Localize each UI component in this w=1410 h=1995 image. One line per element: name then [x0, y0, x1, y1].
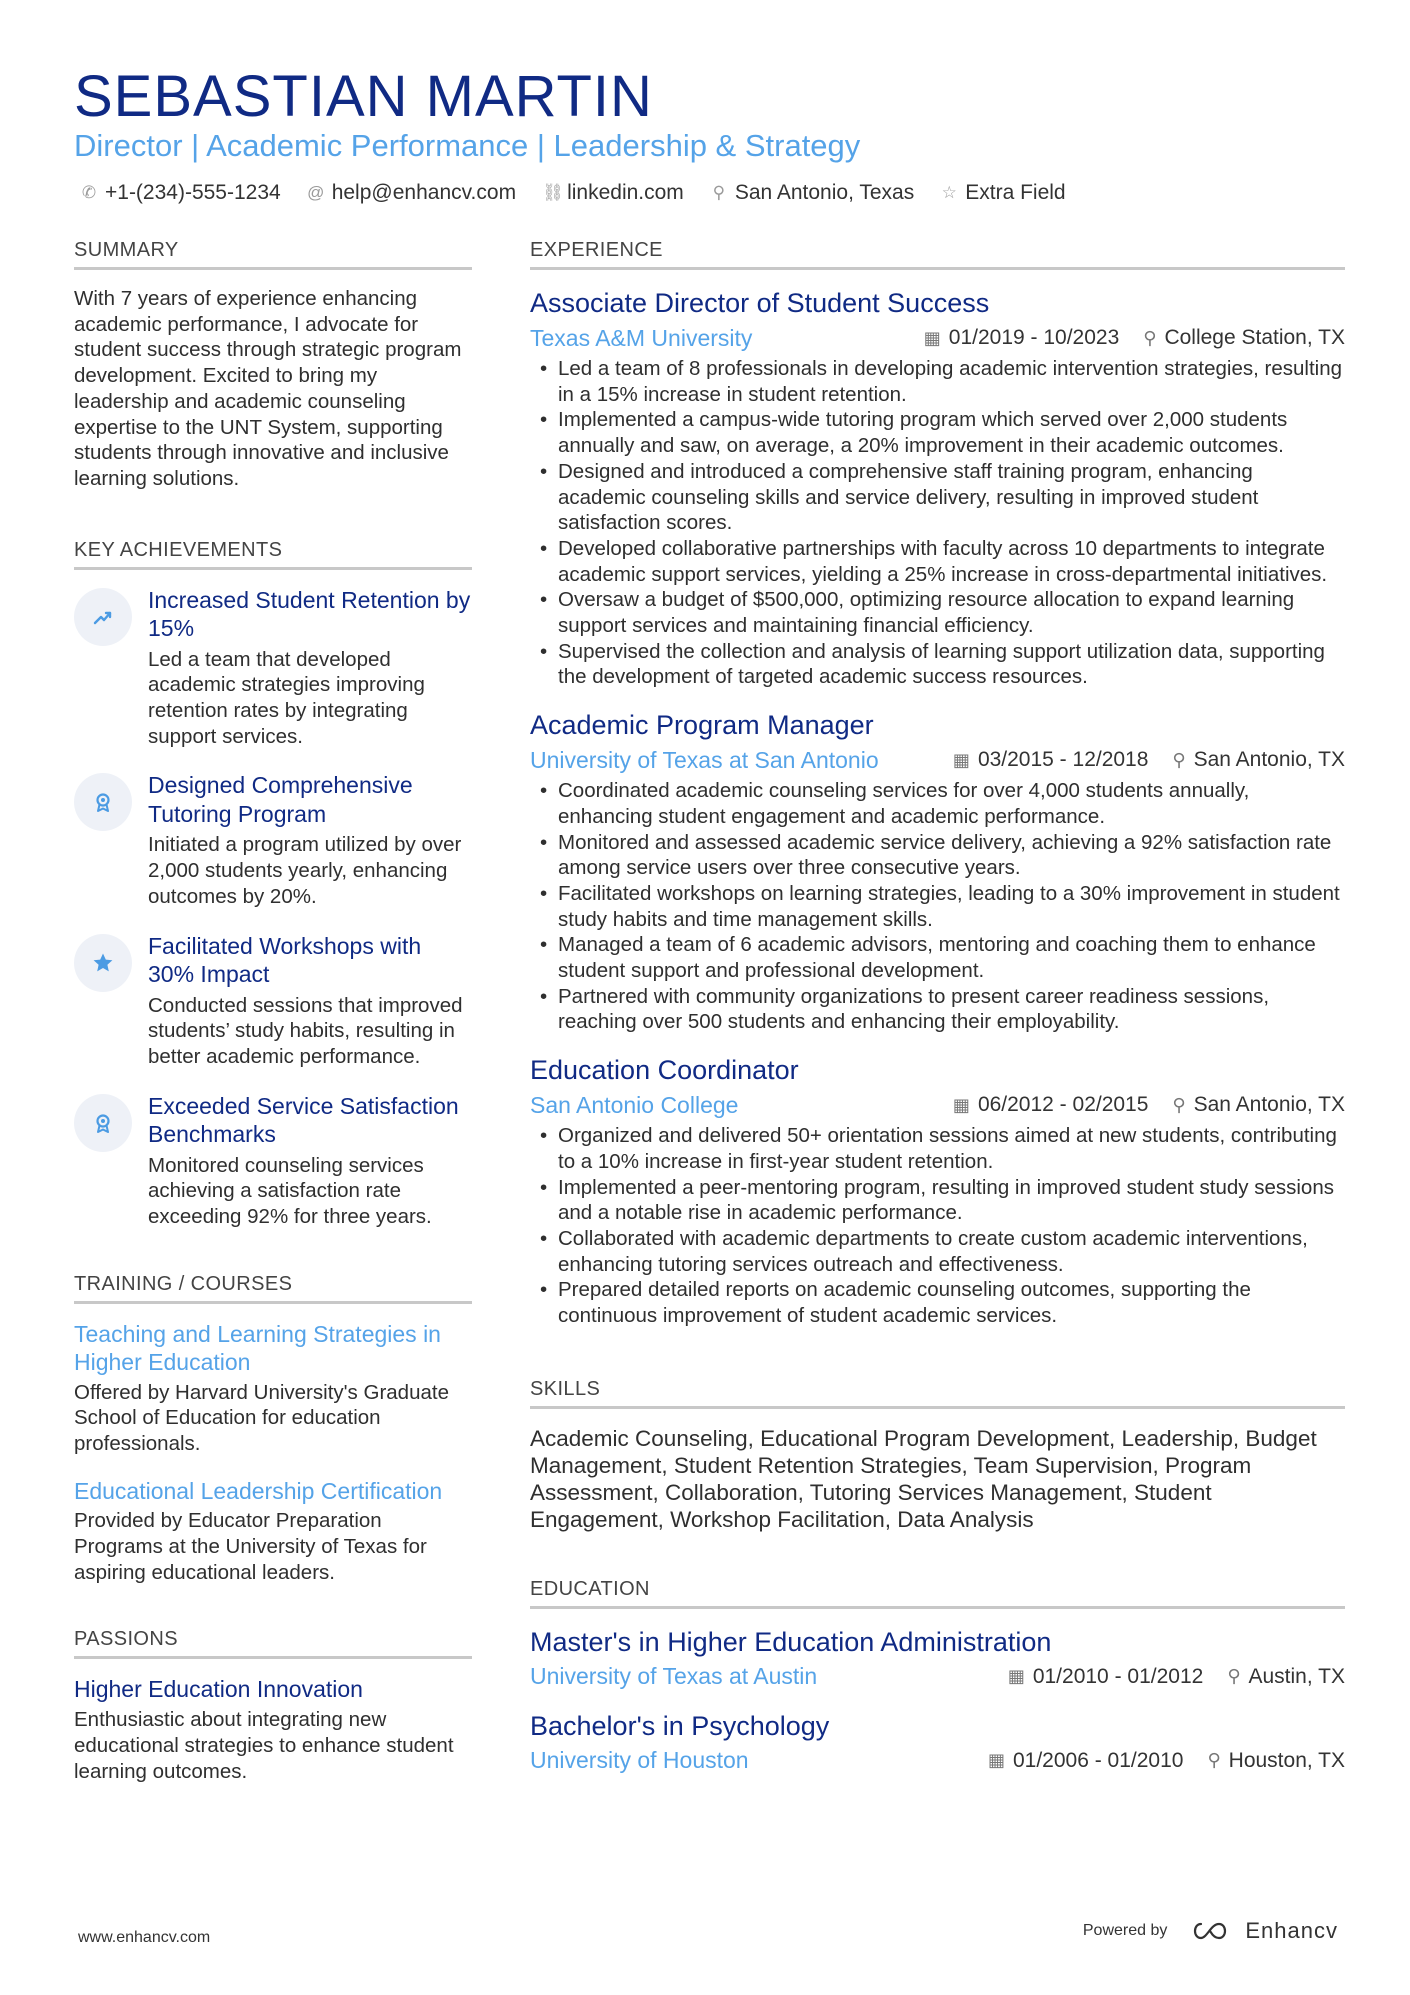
- course-desc: Offered by Harvard University's Graduate School of Education for education professionals.: [74, 1380, 449, 1456]
- achievement-item: [74, 1092, 472, 1230]
- course-item: [74, 1477, 472, 1586]
- course-desc: Provided by Educator Preparation Programs at the University of Texas for aspiring educational leaders.: [74, 1509, 427, 1584]
- course-item: [74, 1320, 472, 1457]
- job-title: Education Coordinator: [530, 1055, 799, 1086]
- brand-name: Enhancv: [1245, 1918, 1338, 1943]
- calendar-icon: ▦: [952, 749, 970, 770]
- location-icon: ⚲: [1207, 1750, 1221, 1771]
- achievement-desc: Monitored counseling services achieving a satisfaction rate exceeding 92% for three years.: [148, 1153, 432, 1229]
- achievement-title: Exceeded Service Satisfaction Benchmarks: [148, 1092, 459, 1148]
- job-title: Associate Director of Student Success: [530, 288, 990, 318]
- school-name: University of Houston: [530, 1747, 749, 1774]
- passion-desc: Enthusiastic about integrating new educational strategies to enhance student learning outcomes.: [74, 1708, 454, 1783]
- education-dates: 01/2010 - 01/2012: [1032, 1664, 1204, 1688]
- summary-text: With 7 years of experience enhancing academic performance, I advocate for student success through strategic program development. Excited to bring my leadership and academic counseling expertise to the UNT System, supporting students through innovative and inclusive learning solutions.: [74, 287, 462, 490]
- chart-arrow-icon: [74, 588, 132, 646]
- job-location: College Station, TX: [1164, 326, 1345, 349]
- job-company: Texas A&M University: [530, 324, 753, 351]
- job-bullet: • Coordinated academic counseling services for over 4,000 students annually, enhancing student engagement and academic performance.: [530, 778, 1345, 829]
- contact-linkedin-text: linkedin.com: [567, 181, 684, 204]
- education-heading: EDUCATION: [530, 1575, 1345, 1609]
- passions-heading: PASSIONS: [74, 1625, 472, 1659]
- contact-extra-text: Extra Field: [965, 181, 1066, 204]
- job-bullet: • Led a team of 8 professionals in developing academic intervention strategies, resulting in a 15% increase in student retention.: [530, 356, 1345, 407]
- link-icon: ⛓: [542, 183, 564, 202]
- job-bullet: • Organized and delivered 50+ orientation sessions aimed at new students, contributing to a 10% increase in first-year student retention.: [530, 1123, 1345, 1174]
- job-bullets: [530, 1123, 1345, 1329]
- education-item: [530, 1625, 1345, 1695]
- experience-section: [530, 236, 1345, 1329]
- candidate-tagline: Director | Academic Performance | Leadership & Strategy: [74, 128, 861, 163]
- location-icon: ⚲: [1143, 327, 1157, 348]
- footer-website[interactable]: www.enhancv.com: [78, 1929, 211, 1946]
- achievement-item: [74, 771, 472, 909]
- job-bullet: • Prepared detailed reports on academic counseling outcomes, supporting the continuous improvement of student academic services.: [530, 1277, 1345, 1328]
- passion-title: Higher Education Innovation: [74, 1676, 363, 1703]
- calendar-icon: ▦: [923, 327, 941, 348]
- right-column: [530, 236, 1345, 1793]
- footer-branding: [1083, 1918, 1338, 1944]
- contact-location-text: San Antonio, Texas: [734, 181, 915, 204]
- experience-heading: EXPERIENCE: [530, 236, 1345, 270]
- achievement-desc: Conducted sessions that improved students’ study habits, resulting in better academic performance.: [148, 993, 463, 1068]
- course-title: Teaching and Learning Strategies in Higher Education: [74, 1320, 441, 1376]
- powered-by-label: Powered by: [1082, 1922, 1168, 1939]
- location-icon: ⚲: [1172, 1094, 1186, 1115]
- job-entry: [530, 286, 1345, 690]
- award-icon: [74, 1094, 132, 1152]
- education-item: [530, 1709, 1345, 1779]
- education-location: Austin, TX: [1248, 1664, 1345, 1688]
- star-icon: [74, 934, 132, 992]
- brand-logo[interactable]: [1189, 1918, 1338, 1944]
- education-location: Houston, TX: [1228, 1748, 1345, 1772]
- location-icon: ⚲: [712, 183, 726, 202]
- education-dates: 01/2006 - 01/2010: [1012, 1748, 1184, 1772]
- contact-phone-text: +1-(234)-555-1234: [105, 181, 281, 204]
- job-bullet: • Collaborated with academic departments to create custom academic interventions, enhancing tutoring services outreach and effectiveness.: [530, 1226, 1345, 1277]
- job-dates: 01/2019 - 10/2023: [948, 326, 1120, 349]
- job-bullet: • Supervised the collection and analysis of learning support utilization data, supporting the development of targeted academic success resources.: [530, 639, 1345, 690]
- candidate-name: SEBASTIAN MARTIN: [74, 64, 653, 129]
- contact-extra: [940, 181, 1065, 205]
- course-title: Educational Leadership Certification: [74, 1477, 443, 1504]
- achievement-desc: Initiated a program utilized by over 2,000 students yearly, enhancing outcomes by 20%.: [148, 833, 462, 908]
- achievement-title: Increased Student Retention by 15%: [148, 586, 471, 642]
- calendar-icon: ▦: [952, 1094, 970, 1115]
- calendar-icon: ▦: [1007, 1666, 1025, 1687]
- achievements-section: [74, 536, 472, 1230]
- job-title: Academic Program Manager: [530, 710, 874, 741]
- star-icon: ☆: [941, 183, 957, 202]
- skills-text: Academic Counseling, Educational Program Development, Leadership, Budget Management, Student Retention Strategies, Team Supervision, Program Assessment, Collaboration, Tutoring Services Management, Student Engagement, Workshop Facilitation, Data Analysis: [530, 1425, 1317, 1532]
- job-bullet: • Facilitated workshops on learning strategies, leading to a 30% improvement in student study habits and time management skills.: [530, 881, 1345, 932]
- award-icon: [74, 773, 132, 831]
- location-icon: ⚲: [1172, 749, 1186, 770]
- job-location: San Antonio, TX: [1193, 1093, 1345, 1117]
- contact-linkedin[interactable]: [542, 181, 684, 205]
- job-dates: 06/2012 - 02/2015: [977, 1093, 1149, 1117]
- job-entry: [530, 708, 1345, 1035]
- education-section: [530, 1575, 1345, 1779]
- job-bullet: • Developed collaborative partnerships with faculty across 10 departments to integrate academic support services, yielding a 25% increase in cross-departmental initiatives.: [530, 536, 1345, 587]
- training-section: [74, 1270, 472, 1586]
- contact-email-text: help@enhancv.com: [331, 181, 517, 204]
- left-column: [74, 236, 472, 1785]
- achievement-title: Facilitated Workshops with 30% Impact: [148, 932, 422, 988]
- location-icon: ⚲: [1227, 1666, 1241, 1687]
- contact-location: [710, 181, 914, 205]
- achievement-title: Designed Comprehensive Tutoring Program: [148, 772, 413, 827]
- summary-heading: SUMMARY: [74, 236, 472, 270]
- school-name: University of Texas at Austin: [530, 1663, 818, 1690]
- contact-email[interactable]: [307, 181, 516, 205]
- job-company: University of Texas at San Antonio: [530, 746, 879, 773]
- job-location: San Antonio, TX: [1193, 748, 1345, 772]
- job-bullets: [530, 778, 1345, 1035]
- at-icon: @: [307, 183, 325, 202]
- calendar-icon: ▦: [987, 1750, 1005, 1771]
- job-bullets: [530, 356, 1345, 690]
- job-bullet: • Implemented a campus-wide tutoring program which served over 2,000 students annually and saw, on average, a 20% improvement in their academic outcomes.: [530, 407, 1345, 458]
- achievement-desc: Led a team that developed academic strategies improving retention rates by integrating support services.: [148, 647, 425, 748]
- achievement-item: [74, 586, 472, 750]
- job-bullet: • Oversaw a budget of $500,000, optimizing resource allocation to expand learning support services and maintaining financial efficiency.: [530, 587, 1345, 638]
- job-bullet: • Designed and introduced a comprehensive staff training program, enhancing academic counseling skills and service delivery, resulting in improved student satisfaction scores.: [530, 459, 1345, 536]
- skills-section: [530, 1375, 1345, 1533]
- degree-title: Master's in Higher Education Administration: [530, 1626, 1052, 1657]
- achievements-heading: KEY ACHIEVEMENTS: [74, 536, 472, 570]
- training-heading: TRAINING / COURSES: [74, 1270, 472, 1304]
- contact-bar: [80, 178, 1066, 208]
- job-bullet: • Managed a team of 6 academic advisors, mentoring and coaching them to enhance student support and professional development.: [530, 932, 1345, 983]
- skills-heading: SKILLS: [530, 1375, 1345, 1409]
- job-bullet: • Partnered with community organizations to present career readiness sessions, reaching over 500 students and enhancing their employability.: [530, 984, 1345, 1035]
- degree-title: Bachelor's in Psychology: [530, 1710, 830, 1741]
- job-bullet: • Monitored and assessed academic service delivery, achieving a 92% satisfaction rate among service users over three consecutive years.: [530, 830, 1345, 881]
- infinity-icon: [1189, 1920, 1235, 1942]
- phone-icon: ✆: [81, 183, 97, 202]
- contact-phone[interactable]: [80, 181, 281, 205]
- job-bullet: • Implemented a peer-mentoring program, resulting in improved student study sessions and a notable rise in academic performance.: [530, 1175, 1345, 1226]
- job-dates: 03/2015 - 12/2018: [977, 748, 1149, 772]
- job-entry: [530, 1053, 1345, 1329]
- passions-section: [74, 1625, 472, 1784]
- summary-section: [74, 236, 472, 492]
- achievement-item: [74, 932, 472, 1070]
- job-company: San Antonio College: [530, 1091, 739, 1118]
